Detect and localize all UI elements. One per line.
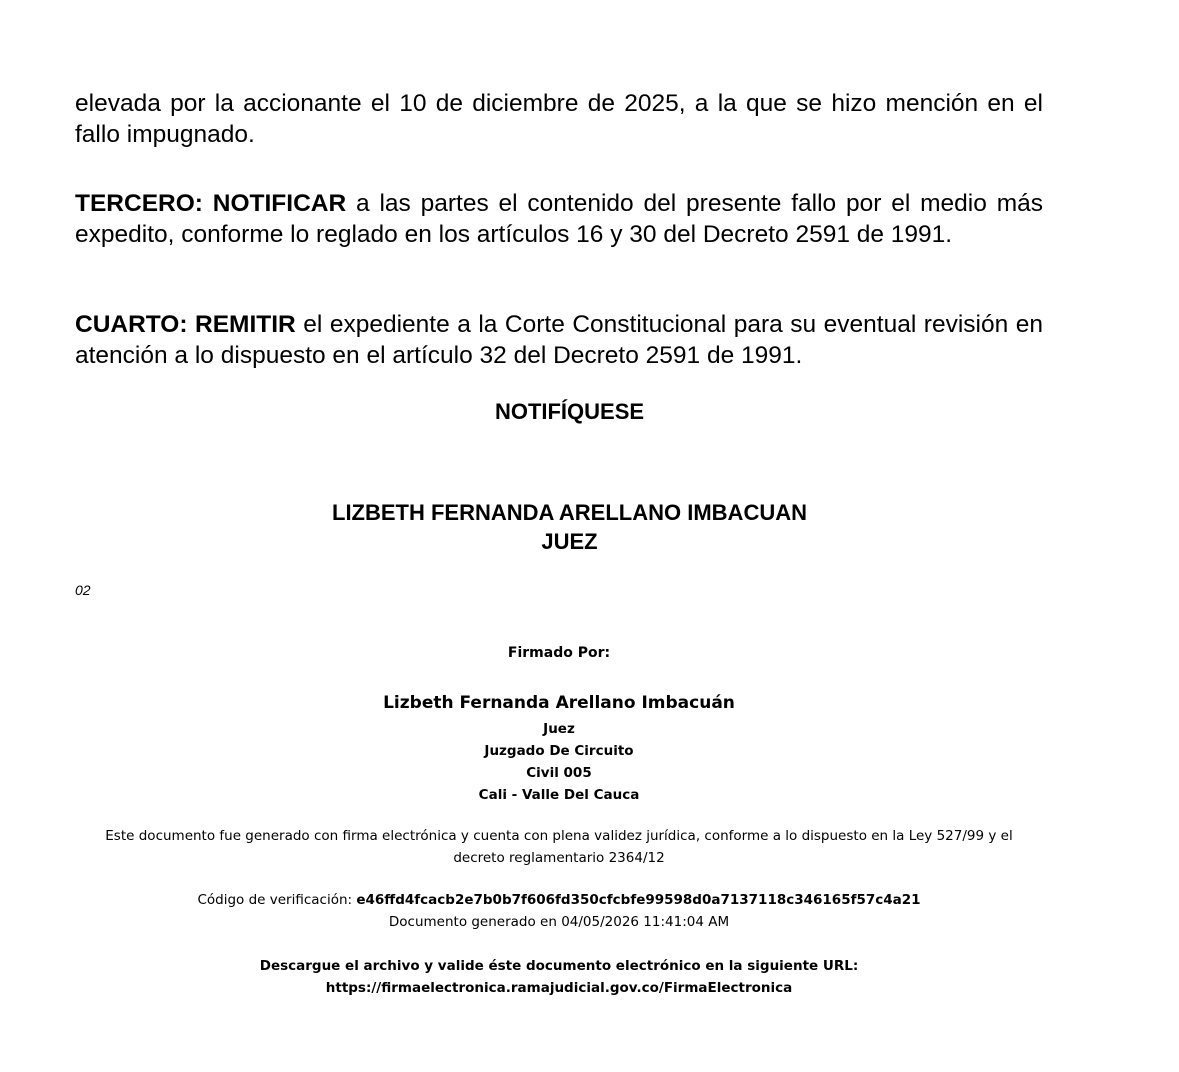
verification-block (0, 889, 1118, 933)
signer-name: Lizbeth Fernanda Arellano Imbacuán (383, 693, 735, 713)
verification-code: e46ffd4fcacb2e7b0b7f606fd350cfcbfe99598d0a7137118c346165f57c4a21 (356, 892, 921, 908)
paragraph-text: a las partes el contenido del presente fallo por el medio más expedito, conforme lo reglado en los artículos 16 y 30 del Decreto 2591 de 1991. (75, 190, 1043, 248)
signed-by-label: Firmado Por: (507, 645, 611, 661)
paragraph-text: el expediente a la Corte Constitucional para su eventual revisión en atención a lo dispuesto en el artículo 32 del Decreto 2591 de 1991. (75, 311, 1043, 369)
verification-line (0, 889, 1118, 911)
legal-validity-note (0, 825, 1118, 869)
paragraph-text: elevada por la accionante el 10 de diciembre de 2025, a la que se hizo mención en el fallo impugnado. (75, 90, 1043, 148)
verification-label: Código de verificación: (197, 892, 357, 908)
paragraph-heading: TERCERO: NOTIFICAR (75, 190, 347, 217)
signature-name: LIZBETH FERNANDA ARELLANO IMBACUAN (332, 500, 807, 525)
paragraph-heading: CUARTO: REMITIR (75, 311, 296, 338)
reference-code: 02 (75, 582, 91, 598)
download-url[interactable]: https://firmaelectronica.ramajudicial.gov.co/FirmaElectronica (325, 980, 793, 996)
signature-role: JUEZ (541, 529, 598, 554)
signer-details (0, 718, 1118, 806)
legal-note-line: decreto reglamentario 2364/12 (453, 850, 665, 866)
signer-detail-city: Cali - Valle Del Cauca (478, 787, 640, 803)
signer-detail-court: Juzgado De Circuito (484, 743, 634, 759)
paragraph-continuation (75, 88, 1043, 150)
download-label: Descargue el archivo y valide éste documento electrónico en la siguiente URL: (259, 958, 859, 974)
paragraph-tercero (75, 188, 1043, 250)
paragraph-cuarto (75, 309, 1043, 371)
download-block (0, 955, 1118, 999)
signer-detail-number: Civil 005 (526, 765, 592, 781)
closing-notifiquese: NOTIFÍQUESE (494, 399, 645, 424)
generated-date: Documento generado en 04/05/2026 11:41:04 AM (388, 914, 730, 930)
signer-detail-role: Juez (543, 721, 575, 737)
legal-note-line: Este documento fue generado con firma electrónica y cuenta con plena validez jurídica, conforme a lo dispuesto en la Ley 527/99 y el (105, 828, 1013, 844)
